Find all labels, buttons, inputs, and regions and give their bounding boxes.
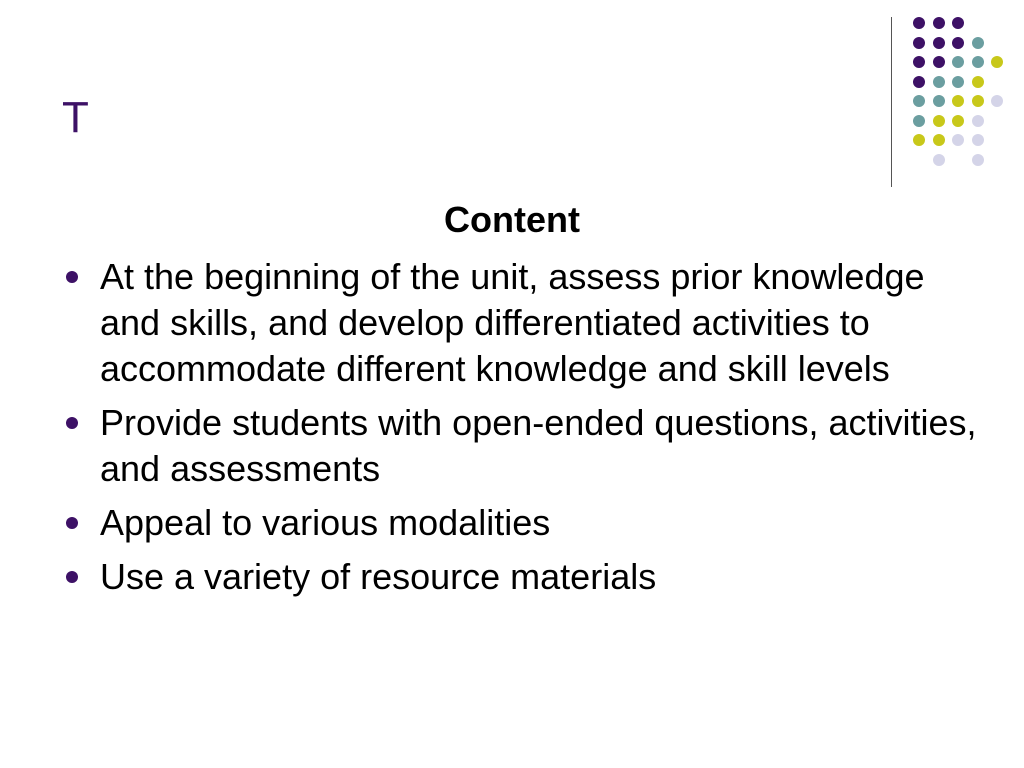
decorative-dot — [952, 134, 964, 146]
bullet-icon — [66, 517, 78, 529]
decorative-dot — [952, 17, 964, 29]
bullet-list — [62, 254, 982, 608]
decorative-dot — [972, 115, 984, 127]
decorative-dot — [933, 56, 945, 68]
decorative-dot — [933, 134, 945, 146]
decorative-dot — [933, 37, 945, 49]
decorative-dot — [933, 76, 945, 88]
decorative-dot — [972, 154, 984, 166]
decorative-dot — [913, 134, 925, 146]
content-subheading: Content — [444, 199, 580, 240]
bullet-icon — [66, 571, 78, 583]
bullet-item — [62, 500, 982, 546]
decorative-dot — [913, 115, 925, 127]
slide-title: T — [62, 93, 89, 142]
bullet-item — [62, 400, 982, 492]
decorative-dot — [952, 56, 964, 68]
bullet-text: At the beginning of the unit, assess prior knowledge and skills, and develop differentiated activities to accommodate different knowledge and skill levels — [100, 256, 925, 389]
decorative-dot — [913, 56, 925, 68]
bullet-item — [62, 554, 982, 600]
bullet-text: Use a variety of resource materials — [100, 556, 657, 597]
decorative-dot — [913, 17, 925, 29]
decorative-divider — [891, 17, 892, 187]
decorative-dot — [913, 76, 925, 88]
decorative-dot — [933, 95, 945, 107]
bullet-text: Appeal to various modalities — [100, 502, 551, 543]
decorative-dot — [991, 95, 1003, 107]
decorative-dot — [972, 37, 984, 49]
decorative-dot — [933, 154, 945, 166]
decorative-dot — [972, 134, 984, 146]
decorative-dot — [933, 115, 945, 127]
decorative-dot — [952, 76, 964, 88]
decorative-dot — [952, 95, 964, 107]
decorative-dot — [991, 56, 1003, 68]
decorative-dot — [952, 37, 964, 49]
bullet-icon — [66, 417, 78, 429]
decorative-dot — [913, 37, 925, 49]
decorative-dot — [933, 17, 945, 29]
decorative-dot — [972, 95, 984, 107]
decorative-dot — [972, 56, 984, 68]
decorative-dot — [952, 115, 964, 127]
bullet-item — [62, 254, 982, 392]
bullet-icon — [66, 271, 78, 283]
decorative-dot — [972, 76, 984, 88]
decorative-dot — [913, 95, 925, 107]
bullet-text: Provide students with open-ended questions, activities, and assessments — [100, 402, 977, 489]
